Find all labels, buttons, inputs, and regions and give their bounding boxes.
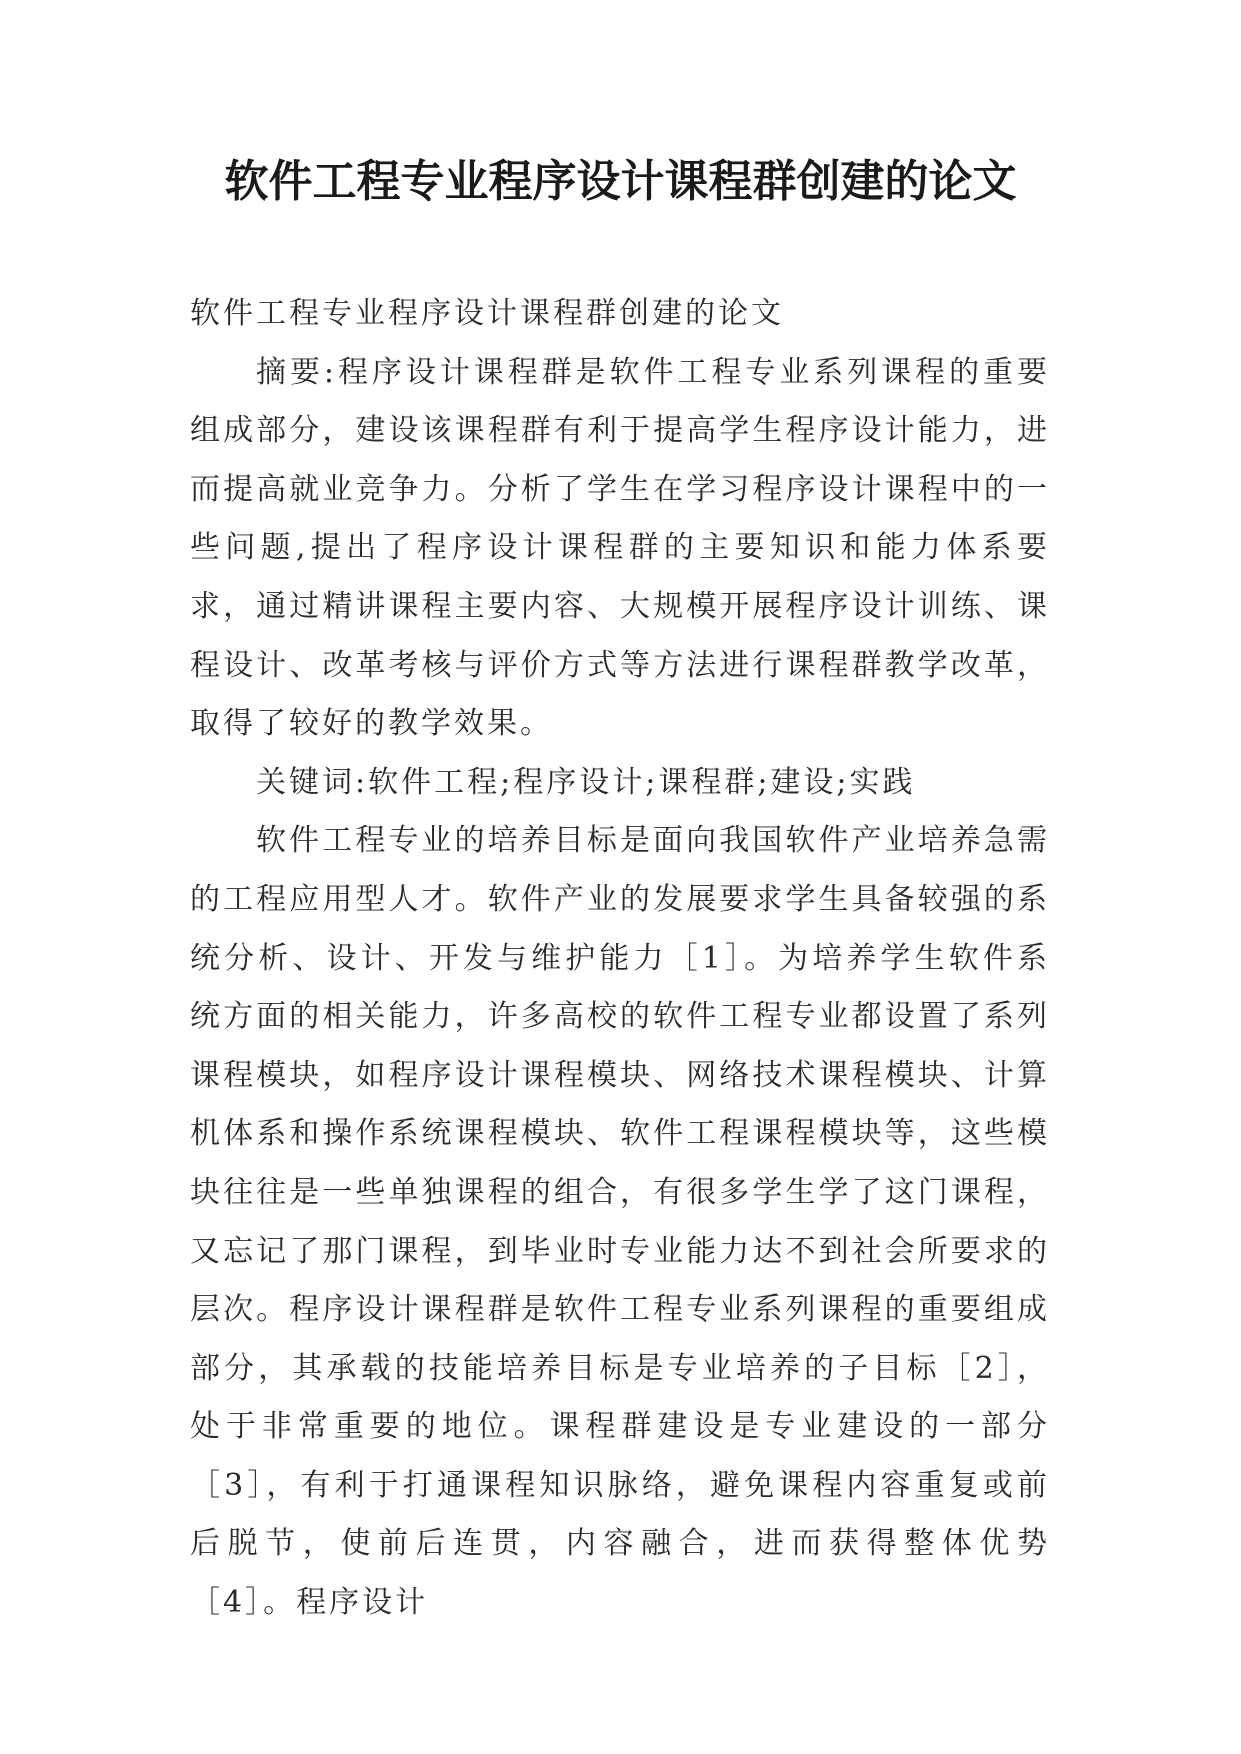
repeated-title-paragraph: 软件工程专业程序设计课程群创建的论文 xyxy=(190,296,784,331)
abstract-paragraph: 摘要:程序设计课程群是软件工程专业系列课程的重要组成部分，建设该课程群有利于提高学生程序设计能力，进而提高就业竞争力。分析了学生在学习程序设计课程中的一些问题,提出了程序设计课程群的主要知识和能力体系要求，通过精讲课程主要内容、大规模开展程序设计训练、课程设计、改革考核与评价方式等方法进行课程群教学改革，取得了较好的教学效果。 xyxy=(190,354,1050,742)
body-paragraph: 软件工程专业的培养目标是面向我国软件产业培养急需的工程应用型人才。软件产业的发展要求学生具备较强的系统分析、设计、开发与维护能力［1］。为培养学生软件系统方面的相关能力，许多高校的软件工程专业都设置了系列课程模块，如程序设计课程模块、网络技术课程模块、计算机体系和操作系统课程模块、软件工程课程模块等，这些模块往往是一些单独课程的组合，有很多学生学了这门课程，又忘记了那门课程，到毕业时专业能力达不到社会所要求的层次。程序设计课程群是软件工程专业系列课程的重要组成部分，其承载的技能培养目标是专业培养的子目标［2］，处于非常重要的地位。课程群建设是专业建设的一部分［3］，有利于打通课程知识脉络，避免课程内容重复或前后脱节，使前后连贯，内容融合，进而获得整体优势［4］。程序设计 xyxy=(190,823,1050,1621)
document-body xyxy=(190,285,1050,1633)
document-title: 软件工程专业程序设计课程群创建的论文 xyxy=(224,156,1017,207)
keywords-paragraph: 关键词:软件工程;程序设计;课程群;建设;实践 xyxy=(256,764,916,800)
